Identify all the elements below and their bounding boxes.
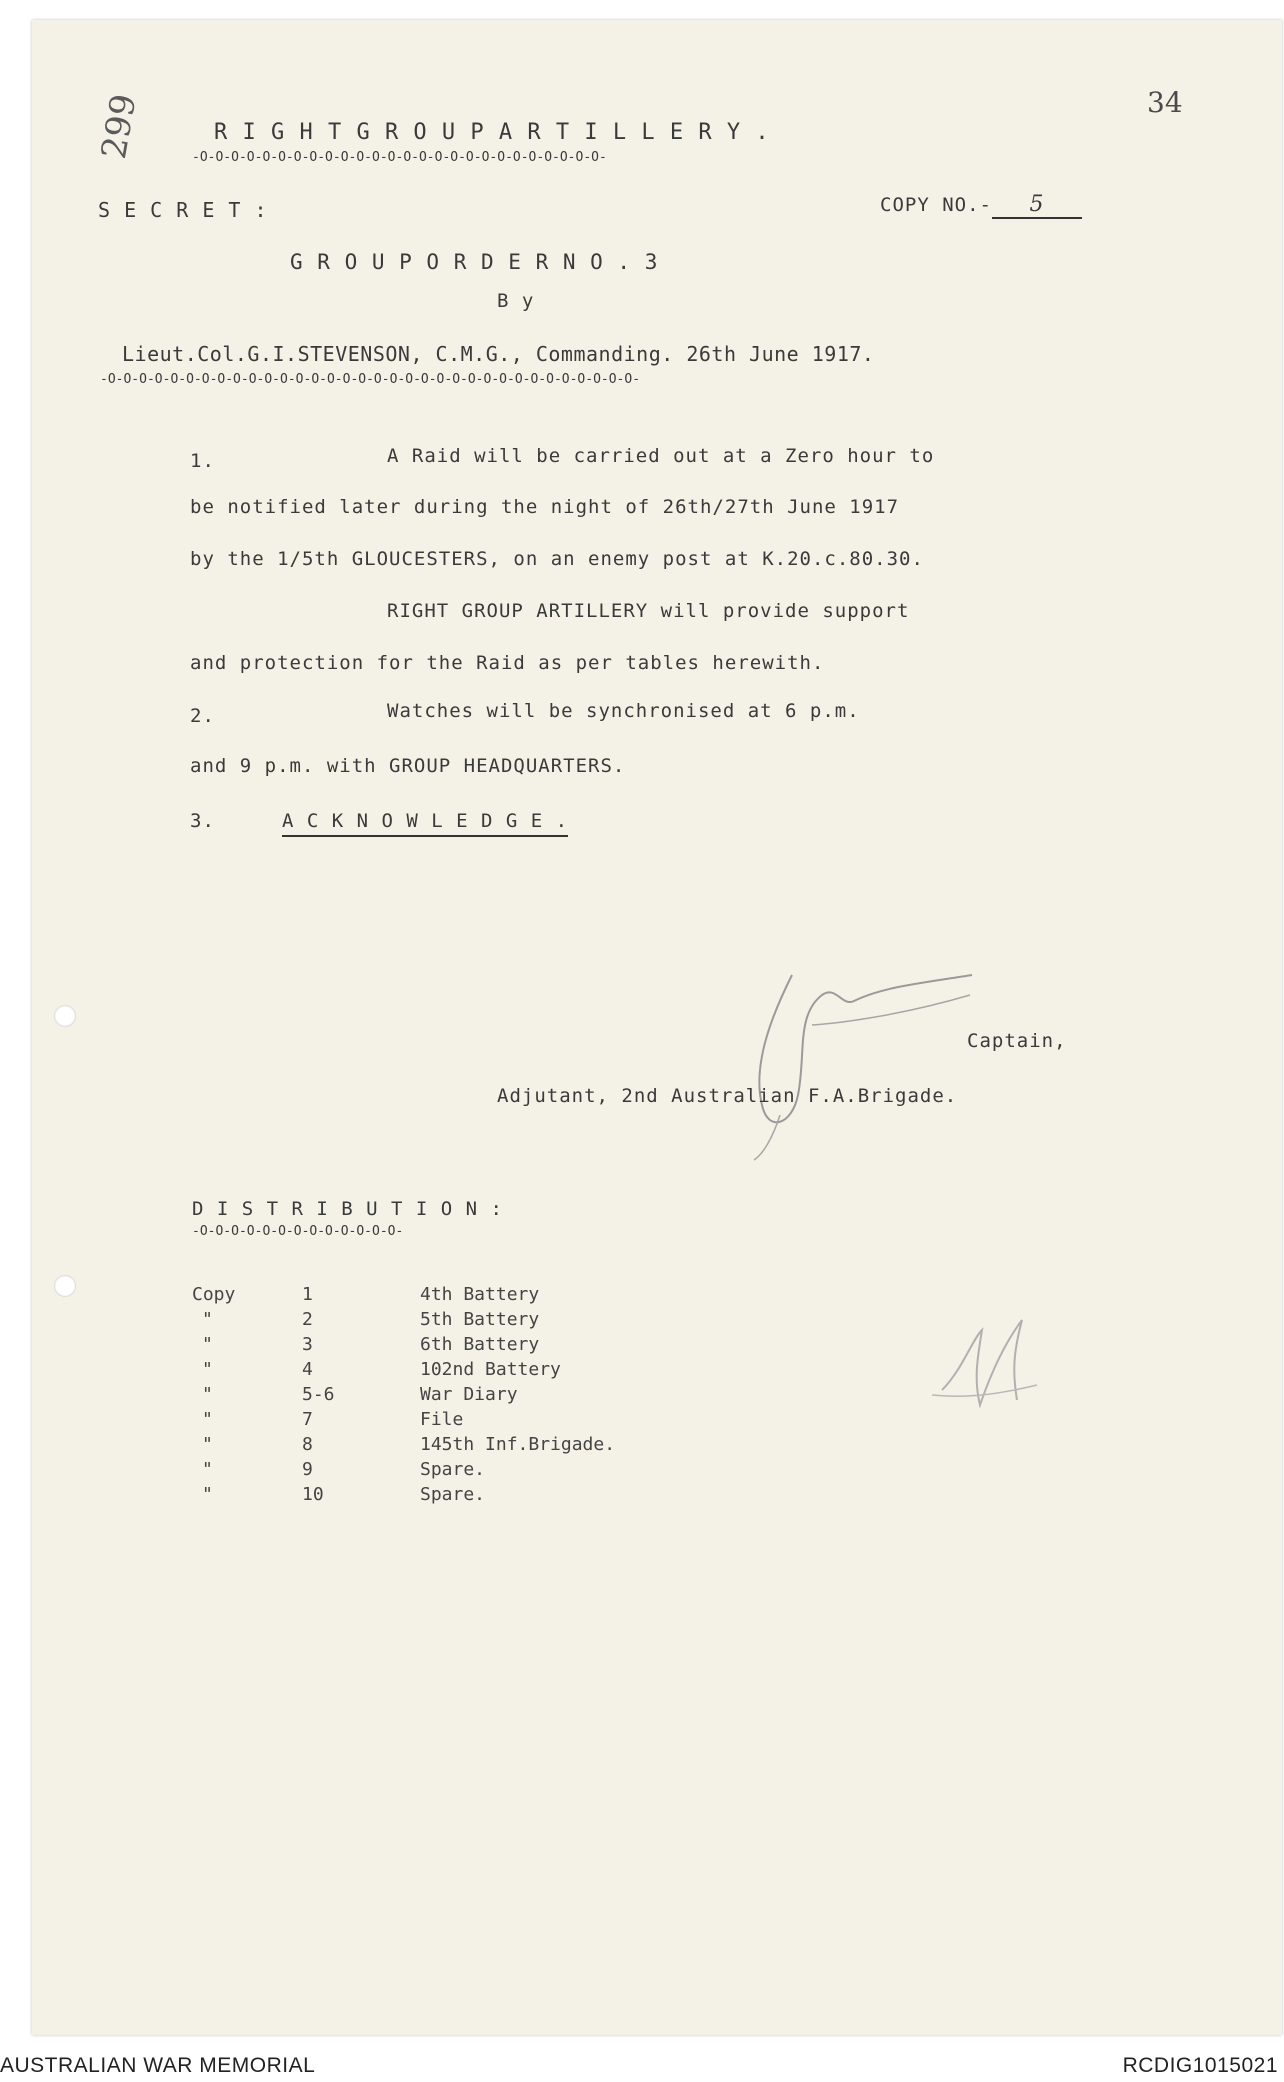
row-label: " [202,1409,213,1430]
row-recipient: 102nd Battery [420,1359,561,1380]
distribution-row [192,1482,615,1507]
by-line: B y [497,290,535,312]
punch-hole-bottom [54,1275,76,1297]
row-label: " [202,1359,213,1380]
row-number: 7 [302,1409,313,1430]
para-1-number: 1. [190,450,215,472]
row-recipient: 145th Inf.Brigade. [420,1434,616,1455]
row-label: Copy [192,1284,236,1305]
distribution-title: D I S T R I B U T I O N : [192,1198,503,1220]
distribution-row [192,1432,615,1457]
row-recipient: War Diary [420,1384,518,1405]
folio-number: 34 [1147,86,1183,119]
row-number: 3 [302,1334,313,1355]
para-1-line-4: RIGHT GROUP ARTILLERY will provide support [387,600,910,622]
footer-reference: RCDIG1015021 [1122,2054,1278,2077]
row-recipient: 4th Battery [420,1284,540,1305]
margin-number: 299 [94,91,145,162]
para-1-line-3: by the 1/5th GLOUCESTERS, on an enemy post at K.20.c.80.30. [190,548,924,570]
copy-number-value: 5 [992,192,1082,219]
commander-line: Lieut.Col.G.I.STEVENSON, C.M.G., Commanding. 26th June 1917. [122,342,875,366]
para-1-line-1: A Raid will be carried out at a Zero hour to [387,445,935,467]
row-number: 10 [302,1484,324,1505]
distribution-row [192,1407,615,1432]
para-2-number: 2. [190,705,215,727]
distribution-row [192,1357,615,1382]
row-number: 4 [302,1359,313,1380]
distribution-row [192,1307,615,1332]
footer-source: AUSTRALIAN WAR MEMORIAL [0,2054,316,2077]
para-2-line-2: and 9 p.m. with GROUP HEADQUARTERS. [190,755,626,777]
pencil-initials-scribble [922,1310,1052,1420]
row-label: " [202,1484,213,1505]
distribution-list [192,1282,615,1507]
row-recipient: 5th Battery [420,1309,540,1330]
para-2-line-1: Watches will be synchronised at 6 p.m. [387,700,860,722]
punch-hole-top [54,1005,76,1027]
header-rule-bottom: -O-O-O-O-O-O-O-O-O-O-O-O-O-O-O-O-O-O-O-O-O-O-O-O-O-O-O-O-O-O-O-O-O-O- [100,372,641,387]
row-number: 2 [302,1309,313,1330]
para-1-line-5: and protection for the Raid as per tables herewith. [190,652,825,674]
distribution-row [192,1282,615,1307]
distribution-rule: -O-O-O-O-O-O-O-O-O-O-O-O-O- [192,1224,404,1239]
document-page [32,20,1282,2035]
distribution-row [192,1332,615,1357]
header-title: R I G H T G R O U P A R T I L L E R Y . [214,120,770,145]
order-title: G R O U P O R D E R N O . 3 [290,250,659,274]
para-1-line-2: be notified later during the night of 26th/27th June 1917 [190,496,900,518]
para-3-number: 3. [190,810,215,832]
row-label: " [202,1309,213,1330]
distribution-row [192,1382,615,1407]
row-label: " [202,1459,213,1480]
row-recipient: File [420,1409,464,1430]
row-label: " [202,1384,213,1405]
row-number: 9 [302,1459,313,1480]
row-number: 1 [302,1284,313,1305]
acknowledge-text: A C K N O W L E D G E . [282,810,568,837]
signatory-rank: Captain, [967,1030,1067,1052]
header-rule-top: -O-O-O-O-O-O-O-O-O-O-O-O-O-O-O-O-O-O-O-O-O-O-O-O-O-O- [192,150,607,165]
row-recipient: Spare. [420,1484,486,1505]
row-label: " [202,1334,213,1355]
secrecy-label: S E C R E T : [98,198,268,222]
copy-number-label: COPY NO.- 5 [880,192,1082,219]
row-number: 5-6 [302,1384,335,1405]
distribution-row [192,1457,615,1482]
signature-scribble [732,955,992,1165]
row-recipient: 6th Battery [420,1334,540,1355]
row-recipient: Spare. [420,1459,486,1480]
row-number: 8 [302,1434,313,1455]
row-label: " [202,1434,213,1455]
signatory-appointment: Adjutant, 2nd Australian F.A.Brigade. [497,1085,958,1107]
